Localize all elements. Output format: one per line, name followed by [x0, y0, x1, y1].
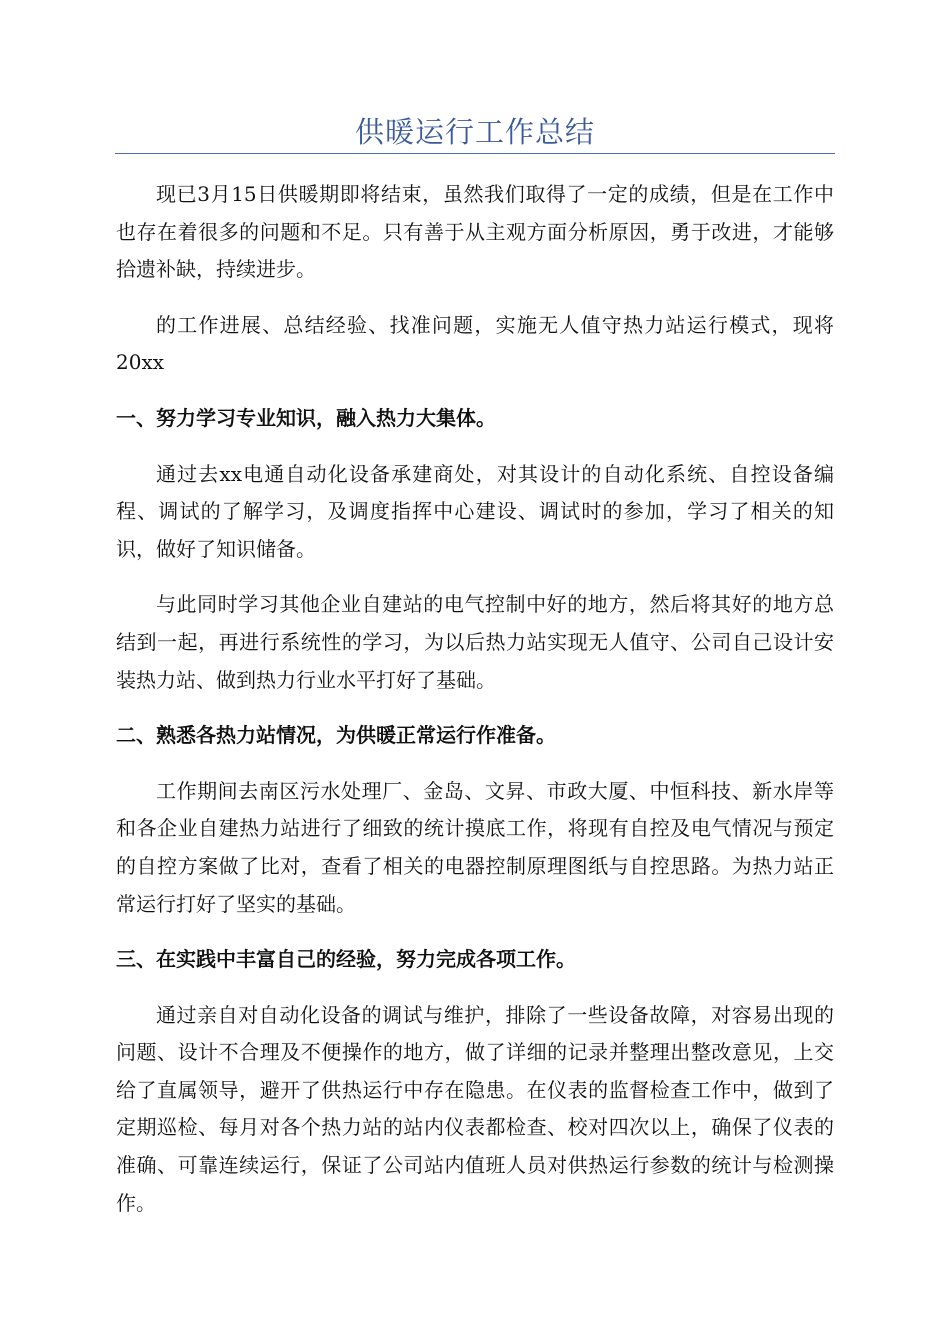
section-2-heading: 二、熟悉各热力站情况，为供暖正常运行作准备。	[116, 723, 556, 748]
section-1-paragraph-2: 与此同时学习其他企业自建站的电气控制中好的地方，然后将其好的地方总结到一起，再进行系统性的学习，为以后热力站实现无人值守、公司自己设计安装热力站、做到热力行业水平打好了基础。	[116, 592, 834, 692]
section-2-paragraph-1: 工作期间去南区污水处理厂、金岛、文昇、市政大厦、中恒科技、新水岸等和各企业自建热力站进行了细致的统计摸底工作，将现有自控及电气情况与预定的自控方案做了比对，查看了相关的电器控制原理图纸与自控思路。为热力站正常运行打好了坚实的基础。	[116, 778, 834, 916]
section-1-paragraph-1: 通过去xx电通自动化设备承建商处，对其设计的自动化系统、自控设备编程、调试的了解学习，及调度指挥中心建设、调试时的参加，学习了相关的知识，做好了知识储备。	[116, 461, 834, 561]
document-body	[116, 176, 834, 1222]
document-title: 供暖运行工作总结	[354, 115, 595, 149]
section-3-heading: 三、在实践中丰富自己的经验，努力完成各项工作。	[116, 947, 576, 972]
title-underline	[115, 153, 835, 154]
section-1-heading: 一、努力学习专业知识，融入热力大集体。	[116, 405, 496, 430]
intro-paragraph-2: 的工作进展、总结经验、找准问题，实施无人值守热力站运行模式，现将20xx	[116, 312, 834, 375]
section-3-paragraph-1: 通过亲自对自动化设备的调试与维护，排除了一些设备故障，对容易出现的问题、设计不合理及不便操作的地方，做了详细的记录并整理出整改意见，上交给了直属领导，避开了供热运行中存在隐患。在仪表的监督检查工作中，做到了定期巡检、每月对各个热力站的站内仪表都检查、校对四次以上，确保了仪表的准确、可靠连续运行，保证了公司站内值班人员对供热运行参数的统计与检测操作。	[116, 1002, 834, 1215]
intro-paragraph-1: 现已3月15日供暖期即将结束，虽然我们取得了一定的成绩，但是在工作中也存在着很多的问题和不足。只有善于从主观方面分析原因，勇于改进，才能够拾遗补缺，持续进步。	[116, 182, 834, 282]
